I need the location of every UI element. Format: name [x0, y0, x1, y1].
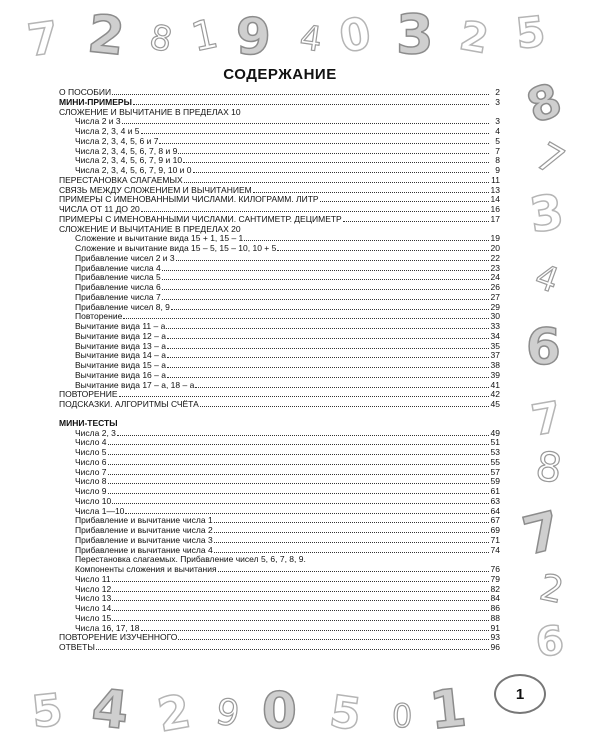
toc-leader-dots	[171, 303, 489, 310]
toc-entry-title: ПОВТОРЕНИЕ	[59, 389, 118, 400]
toc-entry-page: 2	[495, 87, 500, 97]
toc-entry[interactable]	[59, 643, 500, 653]
decor-digit: 0	[262, 682, 297, 740]
toc-entry-title: Число 12	[75, 583, 112, 594]
toc-entry-title: Прибавление чисел 2 и 3	[75, 252, 175, 263]
toc-entry-title: О ПОСОБИИ	[59, 87, 112, 97]
toc-entry[interactable]	[59, 448, 500, 458]
toc-entry-page: 23	[490, 262, 500, 273]
toc-entry-page: 29	[490, 301, 500, 312]
toc-entry-page: 88	[490, 612, 500, 623]
toc-entry-title: Числа 2, 3, 4 и 5	[75, 126, 140, 136]
decor-digit: 6	[533, 617, 567, 667]
toc-entry-title: Перестановка слагаемых. Прибавление чисел 5, 6, 7, 8, 9.	[75, 554, 306, 565]
toc-entry-title: МИНИ-ТЕСТЫ	[59, 417, 118, 428]
toc-entry-page: 13	[490, 184, 500, 195]
toc-entry-page: 67	[490, 515, 500, 526]
toc-entry-title: Вычитание вида 12 – a	[75, 330, 166, 341]
toc-entry-page: 86	[490, 603, 500, 613]
toc-entry-page: 39	[490, 369, 500, 380]
decor-digit: 0	[392, 697, 413, 735]
toc-entry[interactable]	[59, 108, 500, 118]
toc-leader-dots	[162, 293, 489, 300]
toc-leader-dots	[122, 117, 489, 124]
toc-leader-dots	[167, 361, 489, 368]
toc-entry-title: Числа 1—10	[75, 505, 125, 516]
toc-entry-page: 76	[490, 564, 500, 574]
toc-entry-page: 61	[490, 486, 500, 496]
decor-digit: 6	[526, 318, 561, 376]
toc-entry-title: Числа 2, 3, 4, 5, 6, 7, 9 и 10	[75, 155, 183, 166]
toc-entry[interactable]	[59, 477, 500, 487]
toc-entry-title: Сложение и вычитание вида 15 – 5, 15 – 10, 10 + 5	[75, 243, 277, 253]
toc-leader-dots	[195, 381, 489, 388]
toc-entry-title: Вычитание вида 11 – a	[75, 321, 166, 331]
toc-entry-title: Число 10	[75, 495, 112, 506]
toc-entry-page: 4	[495, 126, 500, 136]
toc-entry-page: 57	[490, 466, 500, 477]
toc-entry-page: 3	[495, 96, 500, 107]
toc-entry[interactable]	[59, 381, 500, 391]
toc-leader-dots	[112, 497, 489, 504]
toc-entry-title: Числа 2 и 3	[75, 116, 121, 127]
toc-entry-title: Прибавление и вычитание числа 3	[75, 534, 213, 545]
toc-entry-page: 64	[490, 505, 500, 516]
toc-entry-page: 17	[490, 213, 500, 224]
toc-leader-dots	[320, 195, 489, 202]
toc-entry-page: 3	[495, 116, 500, 127]
page-title: СОДЕРЖАНИЕ	[223, 66, 337, 83]
toc-leader-dots	[178, 633, 489, 640]
toc-entry-title: Прибавление числа 4	[75, 262, 161, 273]
decor-digit: 5	[326, 686, 365, 741]
toc-leader-dots	[112, 614, 489, 621]
toc-leader-dots	[167, 351, 489, 358]
toc-leader-dots	[244, 234, 489, 241]
toc-leader-dots	[343, 215, 489, 222]
toc-entry-page: 14	[490, 194, 500, 205]
decor-digit: 7	[517, 500, 567, 568]
toc-leader-dots	[167, 332, 489, 339]
toc-leader-dots	[214, 546, 489, 553]
toc-leader-dots	[108, 468, 489, 475]
toc-entry-page: 30	[490, 311, 500, 322]
toc-entry-page: 82	[490, 583, 500, 594]
toc-entry-page: 19	[490, 233, 500, 244]
toc-entry-title: Числа 2, 3, 4, 5, 6, 7, 8 и 9	[75, 145, 178, 156]
toc-entry-title: СЛОЖЕНИЕ И ВЫЧИТАНИЕ В ПРЕДЕЛАХ 10	[59, 106, 241, 117]
toc-entry-title: Число 11	[75, 573, 111, 584]
toc-leader-dots	[178, 147, 489, 154]
toc-leader-dots	[108, 487, 489, 494]
toc-leader-dots	[141, 624, 489, 631]
toc-entry-title: СЛОЖЕНИЕ И ВЫЧИТАНИЕ В ПРЕДЕЛАХ 20	[59, 223, 241, 234]
toc-leader-dots	[119, 390, 490, 397]
toc-entry[interactable]	[59, 419, 500, 429]
toc-entry-page: 7	[495, 145, 500, 156]
toc-entry[interactable]	[59, 604, 500, 614]
toc-entry[interactable]	[59, 429, 500, 439]
toc-entry[interactable]	[59, 497, 500, 507]
toc-entry-page: 9	[495, 165, 500, 175]
toc-entry-title: Вычитание вида 16 – a	[75, 369, 166, 380]
toc-entry-title: Прибавление чисел 8, 9	[75, 301, 170, 312]
toc-entry-title: Прибавление числа 6	[75, 282, 161, 292]
toc-entry-page: 49	[490, 427, 500, 438]
toc-entry-page: 74	[490, 544, 500, 555]
toc-entry-page: 38	[490, 360, 500, 370]
toc-entry-page: 45	[490, 399, 500, 409]
toc-leader-dots	[108, 477, 489, 484]
decor-digit: 8	[519, 72, 569, 134]
toc-entry-page: 69	[490, 525, 500, 535]
toc-leader-dots	[112, 594, 489, 601]
toc-entry-title: ПЕРЕСТАНОВКА СЛАГАЕМЫХ	[59, 174, 183, 185]
toc-leader-dots	[277, 244, 489, 251]
toc-leader-dots	[184, 176, 489, 183]
decor-digit: 7	[528, 133, 572, 185]
toc-entry-page: 8	[495, 155, 500, 166]
toc-entry[interactable]	[59, 303, 500, 313]
toc-entry-title: Числа 2, 3	[75, 427, 116, 438]
toc-entry-title: СВЯЗЬ МЕЖДУ СЛОЖЕНИЕМ И ВЫЧИТАНИЕМ	[59, 184, 252, 195]
toc-entry-page: 22	[490, 252, 500, 263]
toc-entry[interactable]	[59, 575, 500, 585]
toc-leader-dots	[125, 507, 489, 514]
toc-entry-title: Прибавление и вычитание числа 1	[75, 515, 213, 526]
toc-entry-page: 71	[490, 534, 500, 545]
toc-entry-title: ЧИСЛА ОТ 11 ДО 20	[59, 204, 140, 214]
toc-entry-page: 34	[490, 330, 500, 341]
toc-entry[interactable]	[59, 565, 500, 575]
toc-leader-dots	[193, 166, 489, 173]
toc-entry-title: Число 5	[75, 447, 107, 457]
toc-entry-page: 33	[490, 321, 500, 331]
decor-digit: 2	[456, 12, 492, 64]
toc-leader-dots	[183, 156, 489, 163]
toc-entry-page: 16	[490, 204, 500, 214]
toc-entry-title: ОТВЕТЫ	[59, 642, 95, 652]
toc-entry[interactable]	[59, 487, 500, 497]
toc-entry-title: Числа 16, 17, 18	[75, 622, 140, 633]
toc-entry-title: ПРИМЕРЫ С ИМЕНОВАННЫМИ ЧИСЛАМИ. САНТИМЕТР. ДЕЦИМЕТР	[59, 213, 342, 224]
toc-entry-title: ПОВТОРЕНИЕ ИЗУЧЕННОГО	[59, 632, 178, 643]
toc-leader-dots	[112, 575, 489, 582]
toc-entry-title: Числа 2, 3, 4, 5, 6, 7, 9, 10 и 0	[75, 165, 192, 175]
toc-entry-title: Число 9	[75, 486, 107, 496]
toc-entry-title: Число 15	[75, 612, 112, 623]
toc-leader-dots	[162, 273, 489, 280]
toc-leader-dots	[167, 371, 489, 378]
toc-entry-title: Повторение	[75, 311, 123, 322]
page-number: 1	[494, 674, 546, 714]
toc-leader-dots	[162, 283, 489, 290]
toc-leader-dots	[123, 312, 489, 319]
toc-entry-title: Число 6	[75, 456, 107, 467]
toc-entry-title: Числа 2, 3, 4, 5, 6 и 7	[75, 135, 159, 146]
toc-leader-dots	[133, 98, 489, 105]
decor-digit: 2	[536, 567, 568, 612]
toc-leader-dots	[253, 186, 489, 193]
toc-leader-dots	[112, 585, 489, 592]
toc-entry-page: 51	[490, 437, 500, 448]
toc-entry-page: 20	[490, 243, 500, 253]
toc-entry-title: Прибавление и вычитание числа 2	[75, 525, 213, 535]
toc-entry-page: 11	[491, 174, 500, 185]
toc-entry-title: Прибавление и вычитание числа 4	[75, 544, 213, 555]
toc-leader-dots	[214, 536, 489, 543]
toc-entry-page: 84	[490, 593, 500, 604]
decor-digit: 7	[527, 391, 566, 446]
decor-digit: 7	[24, 12, 62, 67]
toc-entry[interactable]	[59, 594, 500, 604]
toc-entry-title: Вычитание вида 13 – a	[75, 340, 166, 351]
decor-digit: 9	[212, 691, 243, 736]
toc-entry-title: Число 14	[75, 603, 112, 613]
toc-entry[interactable]	[59, 585, 500, 595]
decor-digit: 4	[88, 678, 132, 742]
toc-leader-dots	[214, 526, 489, 533]
toc-entry-title: Вычитание вида 17 – a, 18 – a	[75, 379, 195, 390]
toc-leader-dots	[200, 400, 489, 407]
toc-leader-dots	[108, 448, 489, 455]
decor-digit: 4	[529, 256, 564, 302]
toc-leader-dots	[117, 429, 489, 436]
toc-entry-title: Компоненты сложения и вычитания	[75, 564, 217, 574]
toc-leader-dots	[176, 254, 489, 261]
toc-entry-page: 5	[495, 135, 500, 146]
toc-entry-title: Прибавление числа 7	[75, 291, 161, 302]
toc-entry-title: Число 13	[75, 593, 112, 604]
toc-entry-page: 42	[490, 389, 500, 400]
toc-entry-title: Вычитание вида 14 – a	[75, 350, 166, 361]
toc-leader-dots	[159, 137, 489, 144]
decor-digit: 0	[335, 7, 375, 64]
toc-entry[interactable]	[59, 468, 500, 478]
toc-entry-title: Вычитание вида 15 – a	[75, 360, 166, 370]
toc-entry-page: 24	[490, 272, 500, 283]
decor-digit: 5	[29, 684, 66, 739]
toc-entry[interactable]	[59, 438, 500, 448]
toc-entry-title: ПРИМЕРЫ С ИМЕНОВАННЫМИ ЧИСЛАМИ. КИЛОГРАММ. ЛИТР	[59, 194, 319, 205]
toc-entry-page: 93	[490, 632, 500, 643]
decor-digit: 3	[396, 3, 434, 66]
decor-digit: 8	[146, 17, 176, 61]
toc-entry-page: 26	[490, 282, 500, 292]
decor-digit: 3	[526, 183, 568, 245]
toc-entry-page: 79	[490, 573, 500, 584]
toc-entry[interactable]	[59, 633, 500, 643]
toc-entry-title: Число 8	[75, 476, 107, 487]
toc-entry-page: 37	[490, 350, 500, 361]
toc-leader-dots	[112, 604, 489, 611]
toc-leader-dots	[166, 322, 489, 329]
decor-digit: 1	[187, 10, 222, 62]
table-of-contents	[59, 88, 500, 653]
toc-entry-page: 59	[490, 476, 500, 487]
toc-entry-page: 91	[490, 622, 500, 633]
decor-digit: 4	[297, 17, 325, 61]
toc-leader-dots	[218, 565, 489, 572]
toc-gap	[59, 410, 500, 419]
toc-entry-page: 27	[490, 291, 500, 302]
toc-leader-dots	[214, 516, 489, 523]
toc-leader-dots	[162, 264, 489, 271]
toc-leader-dots	[141, 205, 489, 212]
toc-entry-page: 55	[490, 456, 500, 467]
toc-leader-dots	[108, 458, 489, 465]
toc-leader-dots	[112, 88, 489, 95]
toc-entry-title: Сложение и вычитание вида 15 + 1, 15 – 1	[75, 233, 244, 244]
toc-entry-title: ПОДСКАЗКИ. АЛГОРИТМЫ СЧЁТА	[59, 399, 199, 409]
decor-digit: 1	[426, 678, 470, 742]
toc-entry-page: 53	[490, 447, 500, 457]
decor-digit: 5	[513, 6, 548, 59]
toc-entry-page: 63	[490, 495, 500, 506]
decor-digit: 8	[532, 443, 565, 493]
toc-leader-dots	[167, 342, 489, 349]
toc-entry-title: Прибавление числа 5	[75, 272, 161, 283]
decor-digit: 2	[84, 4, 128, 68]
toc-leader-dots	[96, 643, 489, 650]
toc-leader-dots	[108, 438, 489, 445]
toc-entry[interactable]	[59, 400, 500, 410]
toc-entry-title: Число 4	[75, 437, 107, 448]
toc-entry[interactable]	[59, 458, 500, 468]
toc-entry-page: 96	[490, 642, 500, 652]
toc-entry-title: Число 7	[75, 466, 107, 477]
toc-entry-title: МИНИ-ПРИМЕРЫ	[59, 96, 132, 107]
toc-leader-dots	[141, 127, 489, 134]
decor-digit: 9	[236, 8, 271, 66]
toc-entry-page: 41	[490, 379, 500, 390]
decor-digit: 2	[153, 683, 195, 743]
toc-entry-page: 35	[490, 340, 500, 351]
